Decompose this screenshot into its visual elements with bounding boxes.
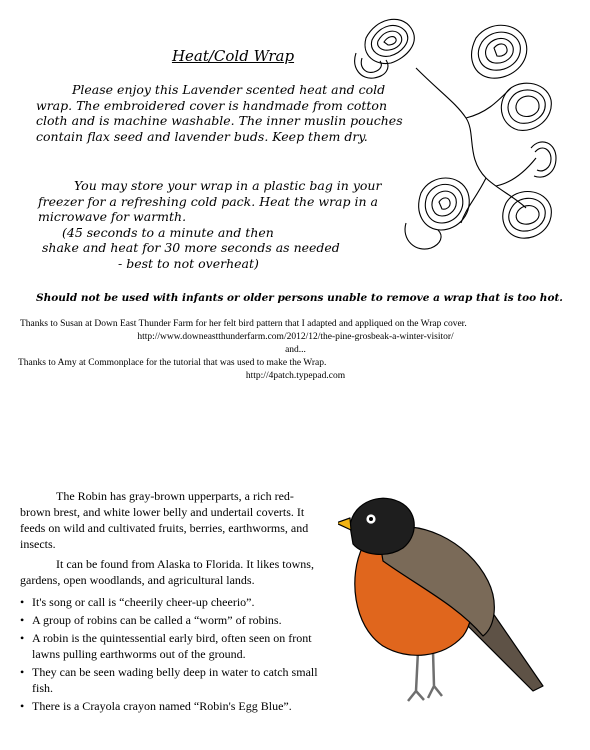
robin-fact: • They can be seen wading belly deep in water to catch small fish. [20, 664, 320, 696]
lavender-blossom-5 [503, 192, 552, 239]
robin-paragraph-2-text: It can be found from Alaska to Florida. It likes towns, gardens, open woodlands, and agricultural lands. [20, 557, 314, 587]
robin-fact: • There is a Crayola crayon named “Robin's Egg Blue”. [20, 698, 320, 714]
lavender-blossom-4 [405, 178, 469, 249]
robin-paragraph-1 [20, 488, 320, 552]
robin-illustration [338, 486, 560, 708]
robin-paragraph-2 [20, 556, 320, 588]
robin-paragraph-1-text: The Robin has gray-brown upperparts, a rich red-brown brest, and white lower belly and undertail coverts. It feeds on wild and cultivated fruits, berries, earthworms, and insects. [20, 489, 309, 551]
wrap-instructions-line-1: (45 seconds to a minute and then [62, 224, 274, 240]
wrap-paragraph-1 [36, 82, 416, 144]
credits-section [18, 318, 573, 383]
wrap-instructions-line-2: shake and heat for 30 more seconds as needed [42, 240, 340, 255]
wrap-title: Heat/Cold Wrap [171, 47, 295, 65]
robin-fact: • A robin is the quintessential early bird, often seen on front lawns pulling earthworms out of the ground. [20, 630, 320, 662]
robin-leg [428, 651, 442, 698]
wrap-instructions-line-3: - best to not overheat) [118, 255, 259, 271]
credit-and: and... [285, 345, 306, 355]
credit-line-susan: Thanks to Susan at Down East Thunder Farm for her felt bird pattern that I adapted and appliqued on the Wrap cover. [20, 319, 467, 329]
wrap-paragraph-2-text: You may store your wrap in a plastic bag in your freezer for a refreshing cold pack. Heat the wrap in a microwave for warmth. [38, 178, 382, 224]
lavender-blossom-2 [472, 25, 527, 78]
robin-head [350, 498, 414, 554]
lavender-blossom-1 [355, 19, 415, 78]
credit-url-4patch[interactable]: http://4patch.typepad.com [245, 371, 346, 381]
credit-url-downeast[interactable]: http://www.downeastthunderfarm.com/2012/12/the-pine-grosbeak-a-winter-visitor/ [137, 332, 454, 342]
robin-facts-list [20, 594, 320, 714]
credit-line-amy: Thanks to Amy at Commonplace for the tutorial that was used to make the Wrap. [18, 358, 327, 368]
wrap-paragraph-2 [38, 178, 398, 271]
robin-leg [408, 651, 424, 701]
lavender-blossom-3 [501, 83, 551, 130]
robin-fact: • A group of robins can be called a “worm” of robins. [20, 612, 320, 628]
safety-warning: Should not be used with infants or older persons unable to remove a wrap that is too hot. [36, 292, 563, 304]
wrap-paragraph-1-text: Please enjoy this Lavender scented heat and cold wrap. The embroidered cover is handmade from cotton cloth and is machine washable. The inner muslin pouches contain flax seed and lavender buds. Keep them dry. [36, 82, 403, 144]
robin-beak [338, 518, 351, 530]
robin-fact: • It's song or call is “cheerily cheer-up cheerio”. [20, 594, 320, 610]
robin-description [20, 488, 320, 716]
